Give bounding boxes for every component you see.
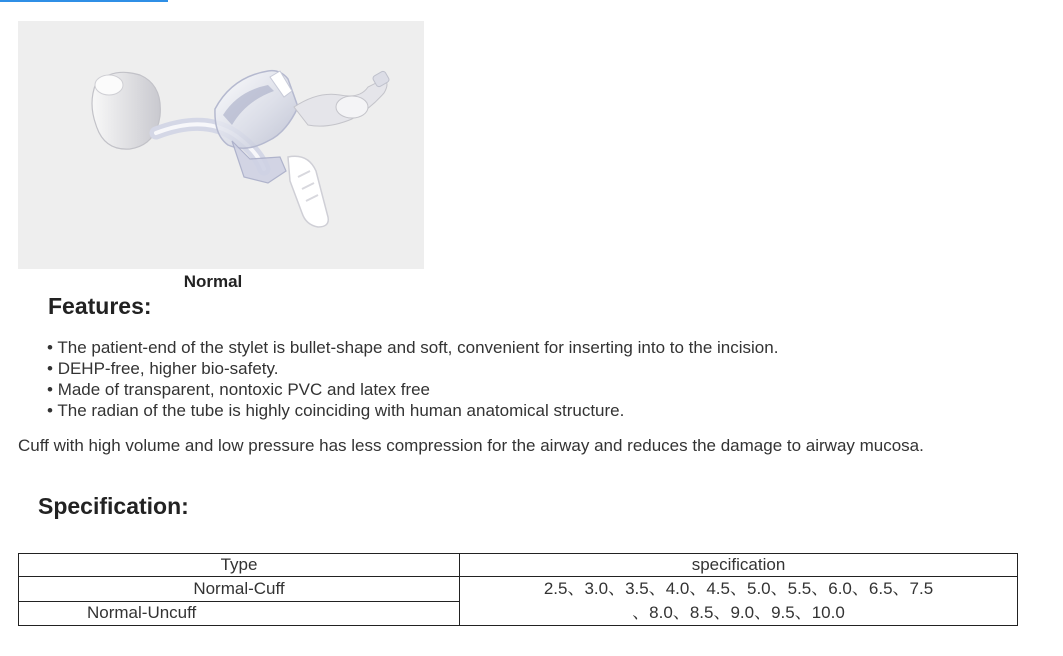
type-header: Type xyxy=(19,554,460,577)
specification-values-line: 、8.0、8.5、9.0、9.5、10.0 xyxy=(632,603,845,622)
specification-table xyxy=(18,553,1018,626)
type-cell-uncuff: Normal-Uncuff xyxy=(19,601,460,626)
top-accent-line xyxy=(0,0,168,2)
features-list xyxy=(47,337,778,421)
tracheostomy-tube-illustration xyxy=(18,21,424,269)
product-caption: Normal xyxy=(183,272,243,291)
table-header-row xyxy=(19,554,1018,577)
specification-values-line: 2.5、3.0、3.5、4.0、4.5、5.0、5.5、6.0、6.5、7.5 xyxy=(543,579,934,598)
features-heading: Features: xyxy=(48,293,152,319)
feature-item: • The patient-end of the stylet is bullet-shape and soft, convenient for inserting into to the incision. xyxy=(47,337,778,358)
product-image xyxy=(18,21,424,269)
table-row xyxy=(19,577,1018,602)
feature-item: • DEHP-free, higher bio-safety. xyxy=(47,358,778,379)
type-cell-cuff: Normal-Cuff xyxy=(19,577,460,602)
feature-item: • The radian of the tube is highly coinciding with human anatomical structure. xyxy=(47,400,778,421)
feature-item: • Made of transparent, nontoxic PVC and latex free xyxy=(47,379,778,400)
specification-values-cell xyxy=(460,577,1018,626)
specification-heading: Specification: xyxy=(38,493,189,519)
cuff-description: Cuff with high volume and low pressure has less compression for the airway and reduces the damage to airway mucosa. xyxy=(18,436,924,455)
specification-header: specification xyxy=(460,554,1018,577)
